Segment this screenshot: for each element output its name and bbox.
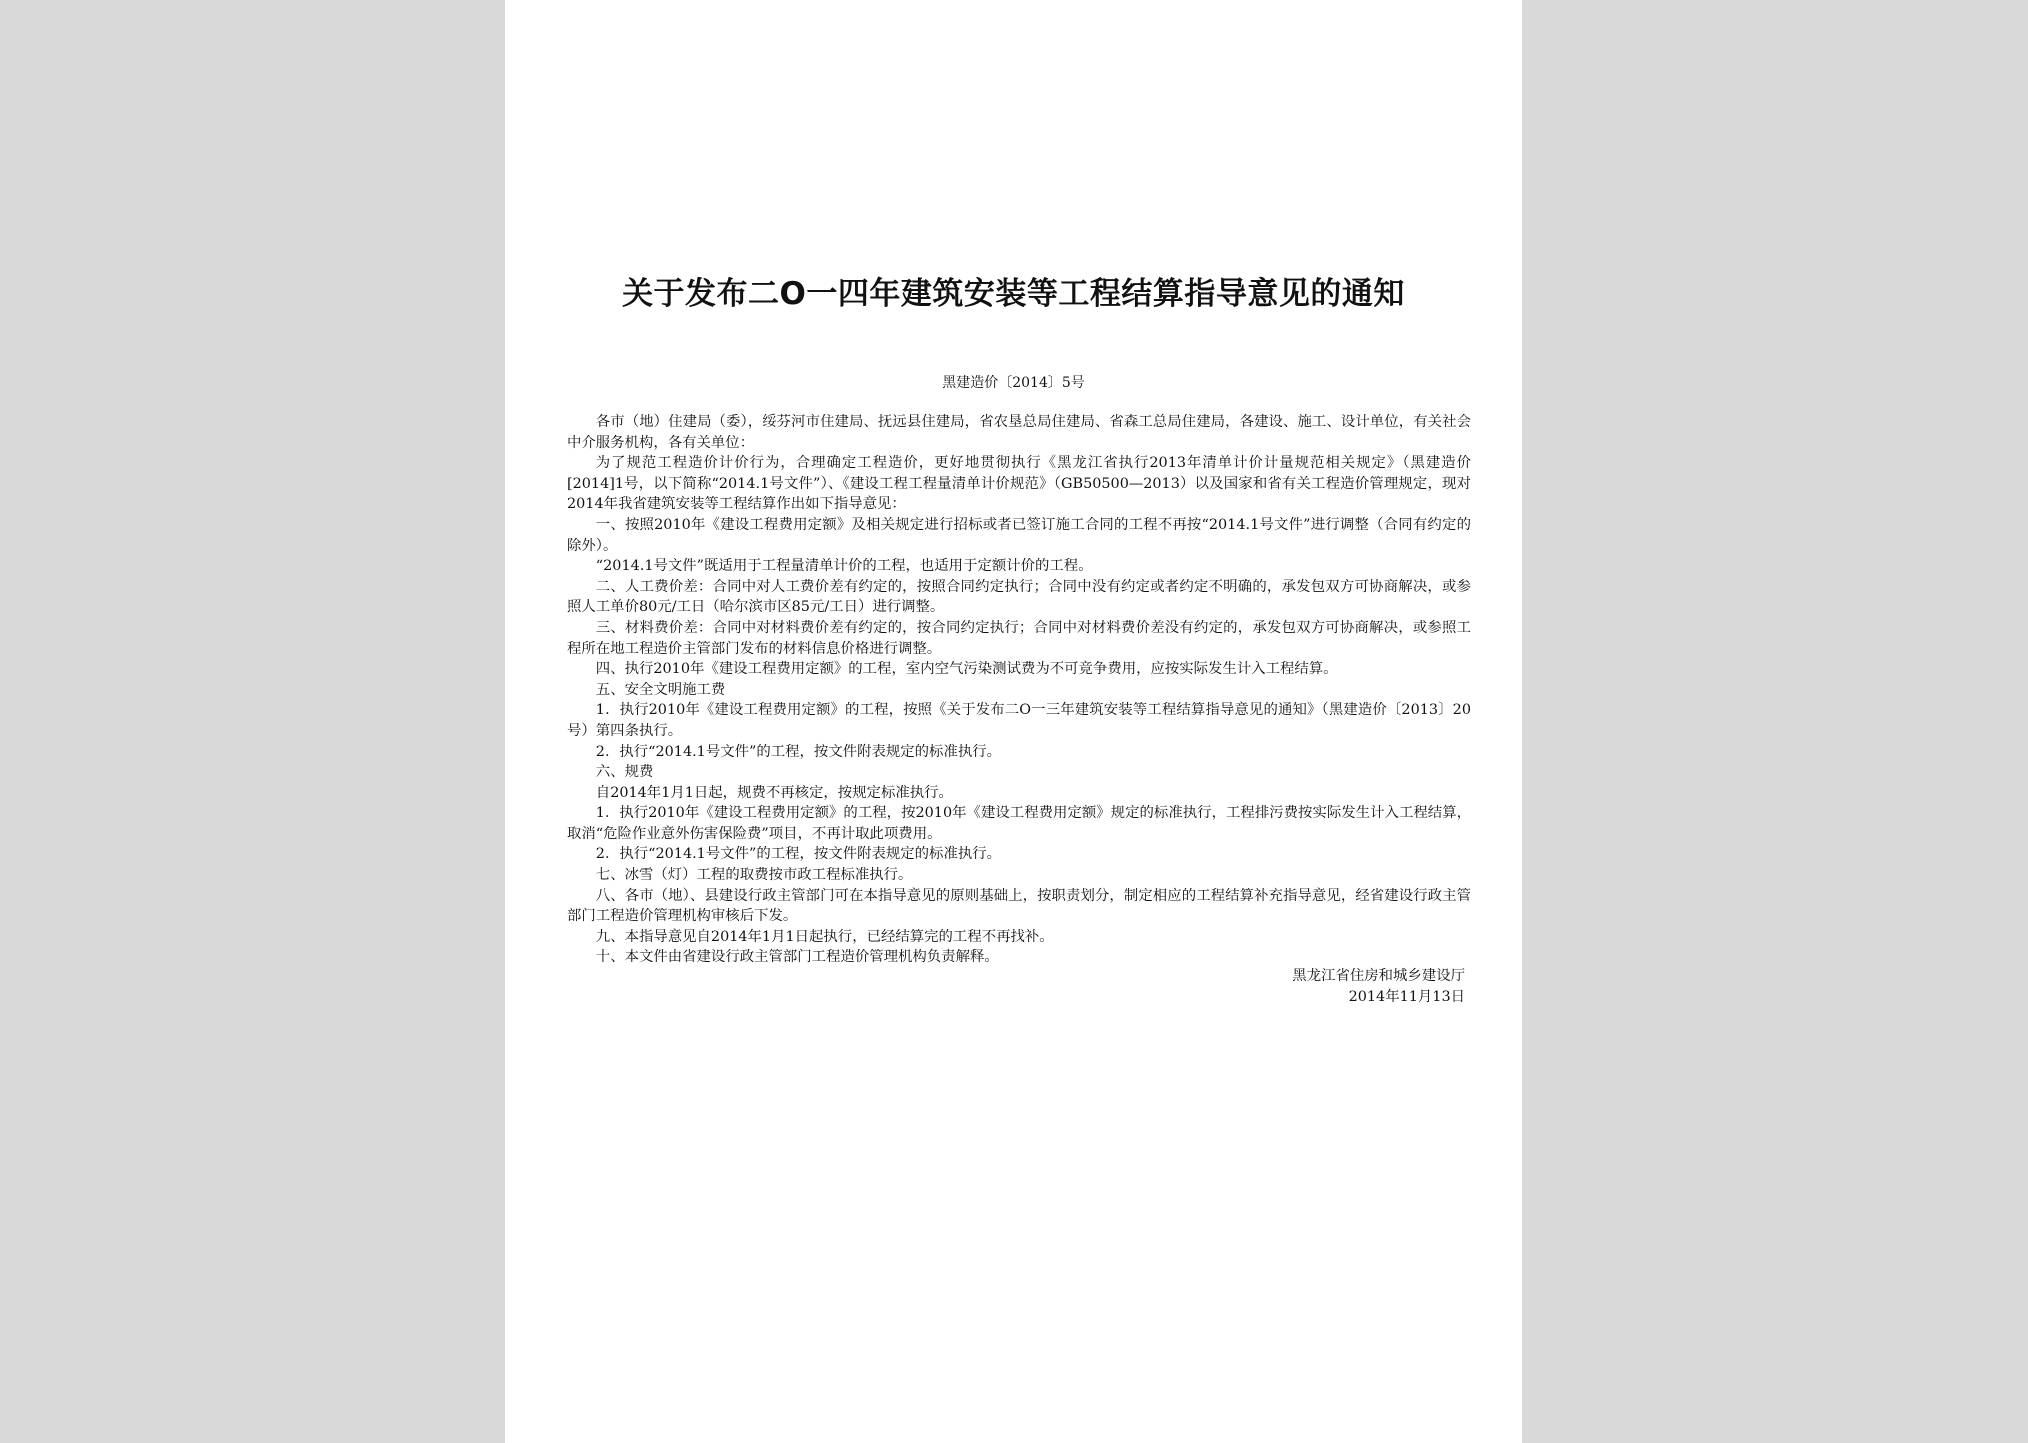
paragraph: “2014.1号文件”既适用于工程量清单计价的工程，也适用于定额计价的工程。 [595, 558, 1093, 575]
document-number: 黑建造价〔2014〕5号 [942, 375, 1085, 391]
paragraph: 为了规范工程造价计价行为，合理确定工程造价，更好地贯彻执行《黑龙江省执行2013年清单计价计量规范相关规定》（黑建造价[2014]1号，以下简称“2014.1号文件”）、《建设工程工程量清单计价规范》（GB50500—2013）以及国家和省有关工程造价管理规定，现对2014年我省建筑安装等工程结算作出如下指导意见： [567, 455, 1471, 513]
paragraph: 1．执行2010年《建设工程费用定额》的工程，按照《关于发布二O一三年建筑安装等工程结算指导意见的通知》（黑建造价〔2013〕20号）第四条执行。 [567, 702, 1471, 739]
paragraph: 2．执行“2014.1号文件”的工程，按文件附表规定的标准执行。 [595, 743, 1002, 760]
paragraph: 2．执行“2014.1号文件”的工程，按文件附表规定的标准执行。 [595, 846, 1002, 863]
paragraph: 七、冰雪（灯）工程的取费按市政工程标准执行。 [595, 867, 913, 884]
paragraph: 五、安全文明施工费 [595, 681, 726, 698]
paragraph: 二、人工费价差：合同中对人工费价差有约定的，按照合同约定执行；合同中没有约定或者约定不明确的，承发包双方可协商解决，或参照人工单价80元/工日（哈尔滨市区85元/工日）进行调整。 [567, 578, 1471, 616]
paragraph: 一、按照2010年《建设工程费用定额》及相关规定进行招标或者已签订施工合同的工程不再按“2014.1号文件”进行调整（合同有约定的除外）。 [567, 516, 1471, 554]
signature-block [1105, 966, 1465, 1007]
paragraph: 六、规费 [595, 764, 654, 781]
paragraph: 八、各市（地）、县建设行政主管部门可在本指导意见的原则基础上，按职责划分，制定相应的工程结算补充指导意见，经省建设行政主管部门工程造价管理机构审核后下发。 [567, 887, 1471, 925]
paragraph: 1．执行2010年《建设工程费用定额》的工程，按2010年《建设工程费用定额》规定的标准执行，工程排污费按实际发生计入工程结算，取消“危险作业意外伤害保险费”项目，不再计取此项费用。 [567, 805, 1471, 842]
document-page [505, 0, 1522, 1443]
paragraph: 十、本文件由省建设行政主管部门工程造价管理机构负责解释。 [595, 949, 999, 966]
document-title: 关于发布二O一四年建筑安装等工程结算指导意见的通知 [622, 276, 1405, 312]
paragraph: 自2014年1月1日起，规费不再核定，按规定标准执行。 [595, 784, 953, 801]
document-body [567, 412, 1471, 968]
paragraph: 各市（地）住建局（委），绥芬河市住建局、抚远县住建局，省农垦总局住建局、省森工总局住建局，各建设、施工、设计单位，有关社会中介服务机构，各有关单位： [567, 414, 1471, 451]
paragraph: 三、材料费价差：合同中对材料费价差有约定的，按合同约定执行；合同中对材料费价差没有约定的，承发包双方可协商解决，或参照工程所在地工程造价主管部门发布的材料信息价格进行调整。 [567, 619, 1471, 657]
paragraph: 九、本指导意见自2014年1月1日起执行，已经结算完的工程不再找补。 [595, 928, 1054, 945]
issuer-name: 黑龙江省住房和城乡建设厅 [1292, 968, 1465, 984]
issue-date: 2014年11月13日 [1348, 988, 1465, 1005]
paragraph: 四、执行2010年《建设工程费用定额》的工程，室内空气污染测试费为不可竞争费用，应按实际发生计入工程结算。 [595, 661, 1338, 678]
